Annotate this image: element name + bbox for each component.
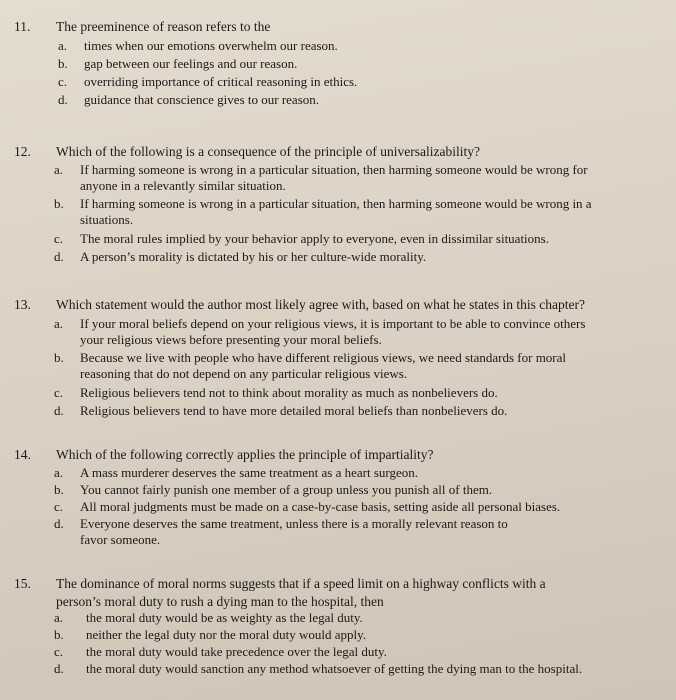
- option-letter: d.: [54, 403, 64, 418]
- option-letter: b.: [54, 627, 64, 642]
- option-letter: d.: [54, 516, 64, 531]
- option-text: Because we live with people who have different religious views, we need standards for moral: [80, 350, 567, 365]
- option-letter: d.: [54, 249, 64, 264]
- option-letter: b.: [58, 56, 68, 71]
- question-number: 12.: [14, 144, 31, 159]
- question-number: 14.: [14, 447, 31, 462]
- option-letter: d.: [58, 92, 68, 107]
- option-letter: a.: [54, 465, 64, 480]
- option-text: overriding importance of critical reasoning in ethics.: [84, 74, 358, 89]
- question-stem: Which statement would the author most likely agree with, based on what he states in this chapter?: [56, 297, 585, 312]
- option-text: times when our emotions overwhelm our reason.: [84, 38, 338, 53]
- question-number: 15.: [14, 576, 31, 591]
- option-letter: a.: [54, 162, 64, 177]
- option-text: the moral duty would take precedence over the legal duty.: [86, 644, 387, 659]
- option-letter: b.: [54, 196, 64, 211]
- option-letter: a.: [54, 610, 64, 625]
- option-letter: c.: [54, 231, 64, 246]
- option-text: neither the legal duty nor the moral duty would apply.: [86, 627, 367, 642]
- option-text: Everyone deserves the same treatment, unless there is a morally relevant reason to: [80, 516, 508, 531]
- question-stem: Which of the following is a consequence of the principle of universalizability?: [56, 144, 480, 159]
- question-number: 11.: [14, 19, 31, 34]
- option-letter: c.: [58, 74, 68, 89]
- option-text: A person’s morality is dictated by his or her culture-wide morality.: [80, 249, 427, 264]
- option-text: If your moral beliefs depend on your religious views, it is important to be able to convince others: [80, 316, 586, 331]
- option-letter: b.: [54, 350, 64, 365]
- option-letter: b.: [54, 482, 64, 497]
- option-letter: c.: [54, 499, 64, 514]
- option-text-continued: anyone in a relevantly similar situation.: [80, 178, 286, 193]
- option-text: A mass murderer deserves the same treatment as a heart surgeon.: [80, 465, 418, 480]
- option-letter: a.: [58, 38, 68, 53]
- option-letter: d.: [54, 661, 64, 676]
- option-text-continued: situations.: [80, 212, 134, 227]
- question-stem: The preeminence of reason refers to the: [56, 19, 271, 34]
- option-text: If harming someone is wrong in a particular situation, then harming someone would be wrong in a: [80, 196, 592, 211]
- question-stem-continued: person’s moral duty to rush a dying man to the hospital, then: [56, 594, 384, 609]
- option-text: gap between our feelings and our reason.: [84, 56, 298, 71]
- option-text-continued: reasoning that do not depend on any particular religious views.: [80, 366, 408, 381]
- option-text: Religious believers tend to have more detailed moral beliefs than nonbelievers do.: [80, 403, 508, 418]
- option-text: guidance that conscience gives to our reason.: [84, 92, 319, 107]
- option-text: All moral judgments must be made on a case-by-case basis, setting aside all personal biases.: [80, 499, 561, 514]
- question-stem: The dominance of moral norms suggests that if a speed limit on a highway conflicts with a: [56, 576, 546, 591]
- option-text: The moral rules implied by your behavior apply to everyone, even in dissimilar situations.: [80, 231, 549, 246]
- option-letter: a.: [54, 316, 64, 331]
- question-number: 13.: [14, 297, 31, 312]
- option-text: If harming someone is wrong in a particular situation, then harming someone would be wrong for: [80, 162, 588, 177]
- option-text-continued: your religious views before presenting your moral beliefs.: [80, 332, 382, 347]
- option-text: You cannot fairly punish one member of a group unless you punish all of them.: [80, 482, 493, 497]
- option-text: the moral duty would sanction any method whatsoever of getting the dying man to the hospital.: [86, 661, 583, 676]
- option-text-continued: favor someone.: [80, 532, 161, 547]
- option-text: Religious believers tend not to think about morality as much as nonbelievers do.: [80, 385, 498, 400]
- option-letter: c.: [54, 385, 64, 400]
- question-stem: Which of the following correctly applies the principle of impartiality?: [56, 447, 434, 462]
- option-letter: c.: [54, 644, 64, 659]
- option-text: the moral duty would be as weighty as the legal duty.: [86, 610, 363, 625]
